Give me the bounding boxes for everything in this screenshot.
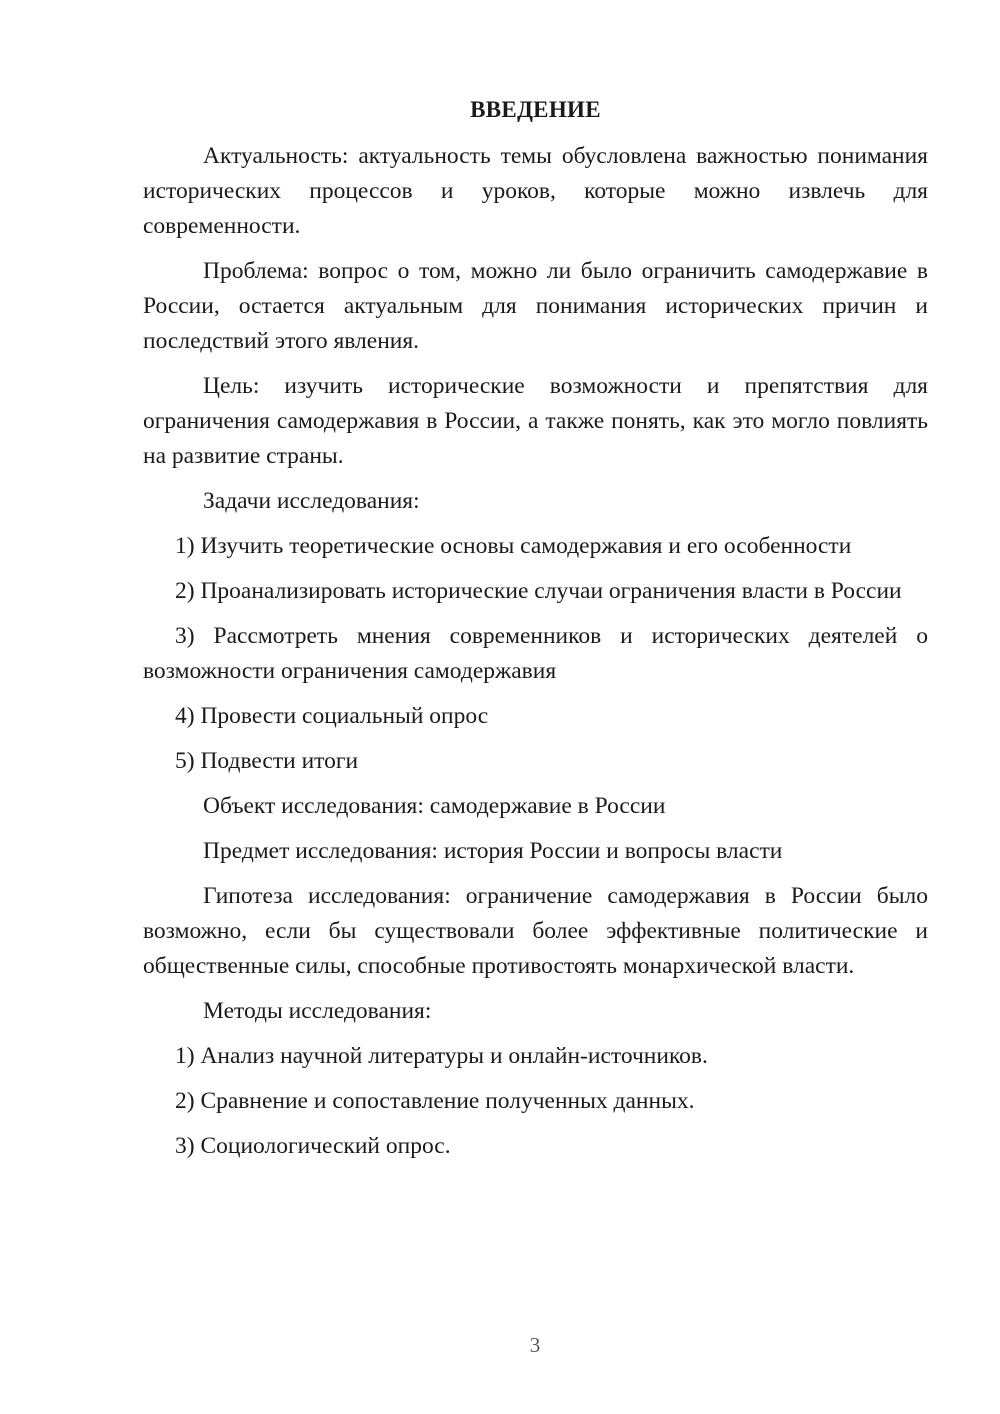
paragraph-object: Объект исследования: самодержавие в России bbox=[203, 793, 666, 819]
task-item-4: 4) Провести социальный опрос bbox=[175, 703, 489, 729]
method-item-2: 2) Сравнение и сопоставление полученных данных. bbox=[175, 1088, 695, 1114]
section-title: ВВЕДЕНИЕ bbox=[470, 97, 601, 122]
paragraph-hypothesis: Гипотеза исследования: ограничение самодержавия в России было возможно, если бы существовали более эффективные политические и общественные силы, способные противостоять монархической власти. bbox=[143, 883, 928, 979]
task-item-3: 3) Рассмотреть мнения современников и исторических деятелей о возможности ограничения самодержавия bbox=[143, 623, 928, 684]
paragraph-methods-heading: Методы исследования: bbox=[203, 998, 432, 1024]
paragraph-relevance: Актуальность: актуальность темы обусловлена важностью понимания исторических процессов и уроков, которые можно извлечь для современности. bbox=[143, 143, 928, 239]
paragraph-goal: Цель: изучить исторические возможности и препятствия для ограничения самодержавия в России, а также понять, как это могло повлиять на развитие страны. bbox=[143, 373, 928, 469]
task-item-2: 2) Проанализировать исторические случаи ограничения власти в России bbox=[175, 578, 902, 604]
method-item-3: 3) Социологический опрос. bbox=[175, 1133, 451, 1159]
paragraph-tasks-heading: Задачи исследования: bbox=[203, 488, 420, 514]
paragraph-problem: Проблема: вопрос о том, можно ли было ограничить самодержавие в России, остается актуальным для понимания исторических причин и последствий этого явления. bbox=[143, 258, 928, 354]
task-item-1: 1) Изучить теоретические основы самодержавия и его особенности bbox=[175, 533, 852, 559]
document-page bbox=[143, 92, 928, 1174]
method-item-1: 1) Анализ научной литературы и онлайн-источников. bbox=[175, 1043, 708, 1069]
paragraph-subject: Предмет исследования: история России и вопросы власти bbox=[203, 838, 783, 864]
task-item-5: 5) Подвести итоги bbox=[175, 748, 359, 774]
page-number: 3 bbox=[529, 1333, 541, 1357]
